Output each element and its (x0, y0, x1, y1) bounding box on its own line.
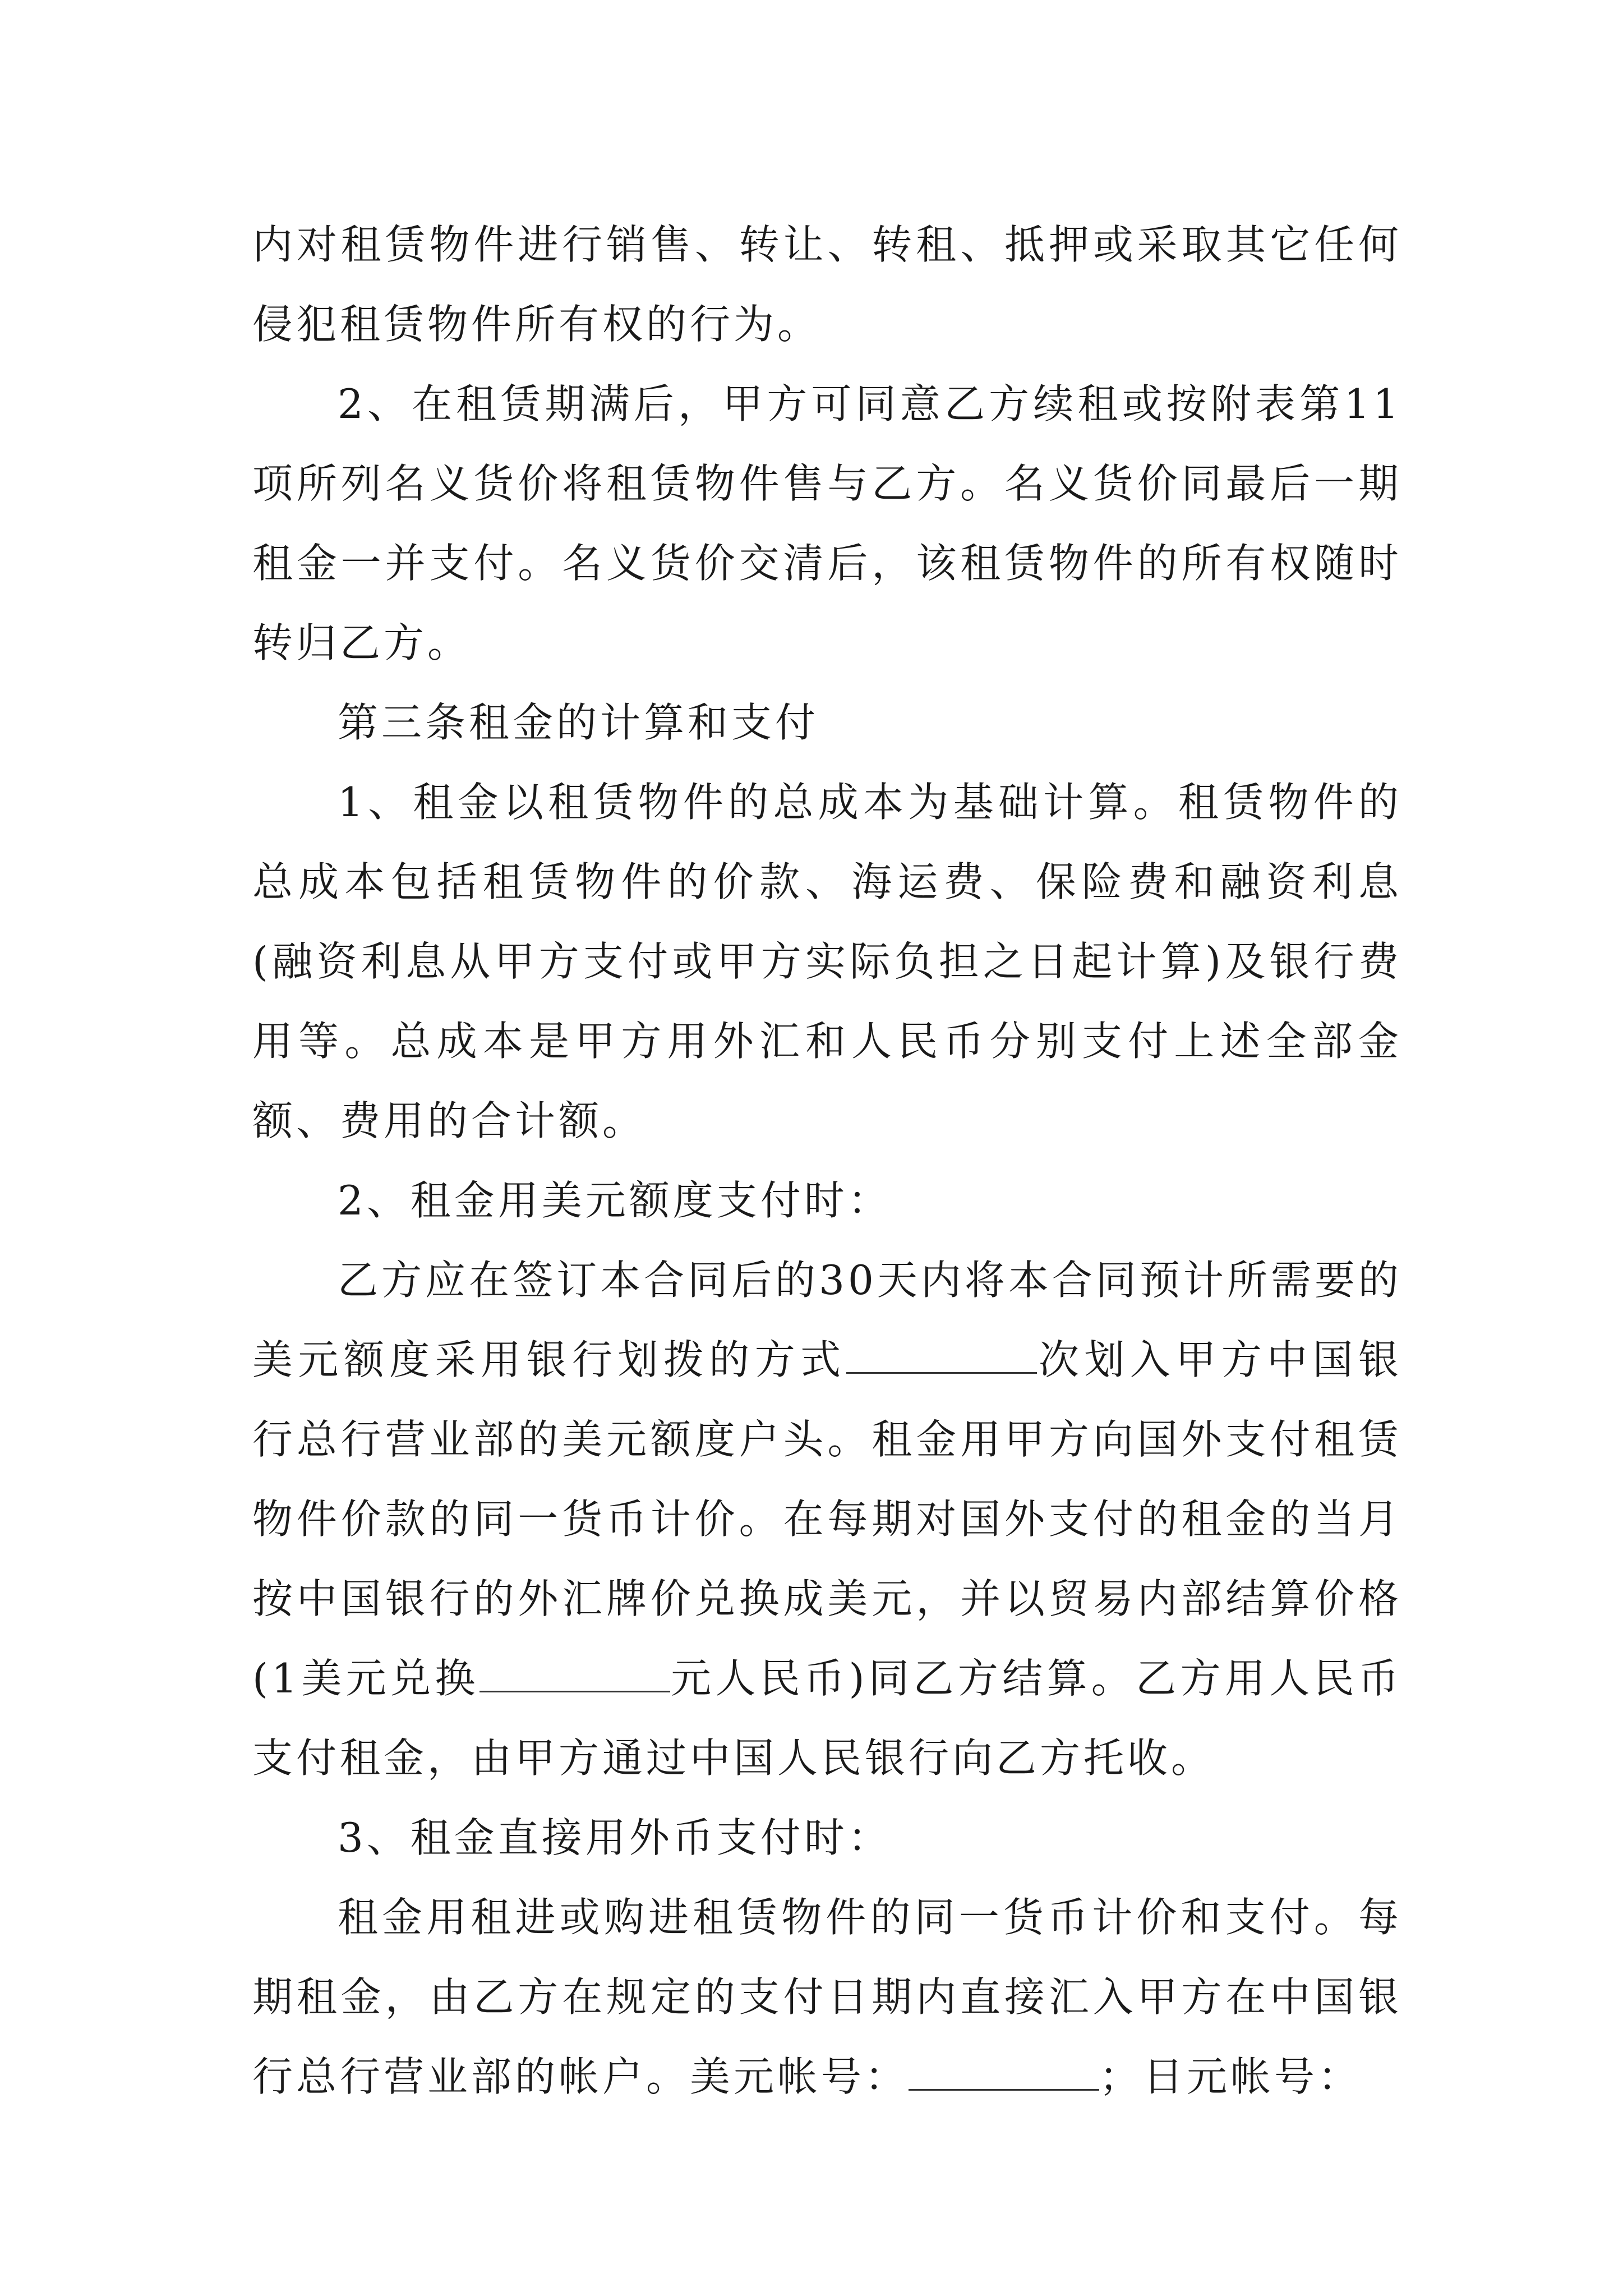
text-segment: 次划入甲方中国银行总行营业部的美元额度户头。租金用甲方向国外支付租赁物件价款的同一货币计价。在每期对国外支付的租金的当月按中国银行的外汇牌价兑换成美元，并以贸易内部结算价格(1美元兑换 (252, 1336, 1402, 1702)
blank-field-usd-account[interactable] (909, 2055, 1099, 2091)
text-segment: 乙方应在签订本合同后的30天内将本合同预计所需要的美元额度采用银行划拨的方式 (252, 1257, 1402, 1383)
document-body (252, 205, 1402, 2116)
paragraph-clause-1-rent-calculation: 1、租金以租赁物件的总成本为基础计算。租赁物件的总成本包括租赁物件的价款、海运费、保险费和融资利息(融资利息从甲方支付或甲方实际负担之日起计算)及银行费用等。总成本是甲方用外汇和人民币分别支付上述全部金额、费用的合计额。 (252, 779, 1402, 1144)
text-segment: 租金用租进或购进租赁物件的同一货币计价和支付。每期租金，由乙方在规定的支付日期内直接汇入甲方在中国银行总行营业部的帐户。美元帐号： (252, 1894, 1402, 2100)
paragraph-clause-2-usd-payment: 2、租金用美元额度支付时： (338, 1177, 892, 1224)
paragraph-continuation: 内对租赁物件进行销售、转让、转租、抵押或采取其它任何侵犯租赁物件所有权的行为。 (252, 221, 1402, 348)
text-segment: ；日元帐号： (1099, 2053, 1362, 2100)
paragraph-bank-accounts (252, 1878, 1402, 2116)
paragraph-clause-2-expiry: 2、在租赁期满后，甲方可同意乙方续租或按附表第11项所列名义货价将租赁物件售与乙方。名义货价同最后一期租金一并支付。名义货价交清后，该租赁物件的所有权随时转归乙方。 (252, 380, 1402, 666)
paragraph-clause-3-foreign-currency: 3、租金直接用外币支付时： (338, 1814, 892, 1861)
paragraph-usd-quota-transfer (252, 1240, 1402, 1798)
blank-field-exchange-rate[interactable] (479, 1657, 670, 1692)
section-heading-article-3: 第三条租金的计算和支付 (338, 699, 819, 746)
blank-field-installments[interactable] (846, 1338, 1037, 1374)
text-segment: 元人民币)同乙方结算。乙方用人民币支付租金，由甲方通过中国人民银行向乙方托收。 (252, 1655, 1402, 1782)
